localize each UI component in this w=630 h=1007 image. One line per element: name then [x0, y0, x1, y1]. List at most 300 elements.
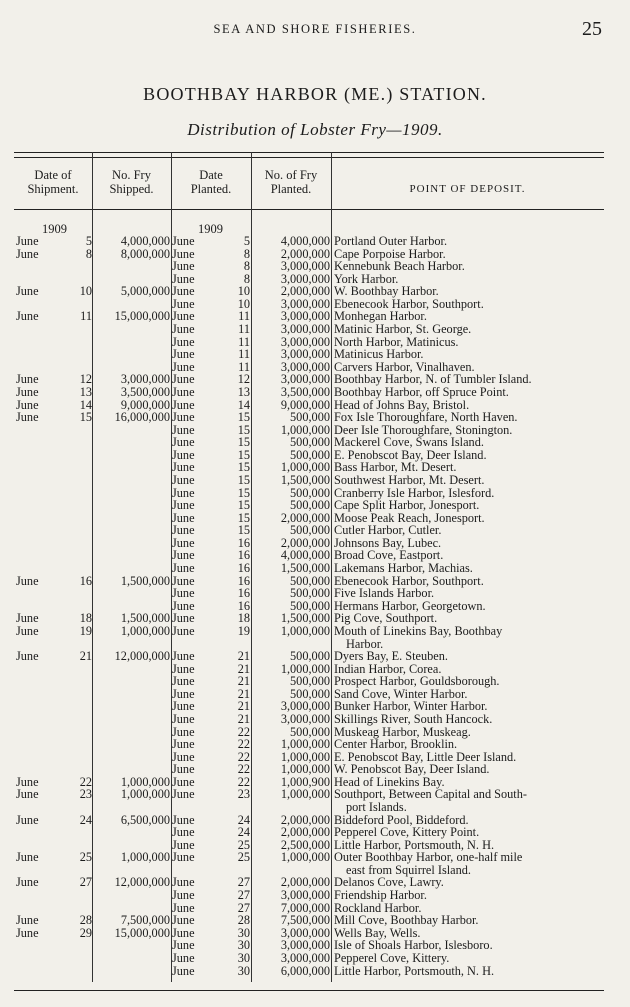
table-row — [0, 474, 630, 487]
shipment-day: 22 — [79, 774, 92, 789]
planted-month: June — [172, 850, 195, 865]
fry-planted: 7,500,000 — [280, 913, 330, 928]
table-row — [0, 524, 630, 537]
shipment-month: June — [16, 850, 39, 865]
table-subtitle: Distribution of Lobster Fry—1909. — [187, 120, 443, 139]
point-of-deposit: Matinicus Harbor. — [334, 347, 424, 362]
shipment-month: June — [16, 774, 39, 789]
shipment-day: 8 — [85, 246, 92, 261]
table-row — [0, 952, 630, 965]
planted-month: June — [172, 938, 195, 953]
column-header-line: Planted. — [270, 182, 312, 196]
planted-month: June — [172, 925, 195, 940]
planted-day: 27 — [237, 900, 250, 915]
fry-planted: 500,000 — [290, 674, 330, 689]
planted-day: 21 — [237, 699, 250, 714]
fry-planted: 3,000,000 — [280, 359, 330, 374]
fry-shipped: 6,500,000 — [120, 812, 170, 827]
shipment-day: 24 — [79, 812, 92, 827]
shipment-month: June — [16, 649, 39, 664]
point-of-deposit: Kennebunk Beach Harbor. — [334, 259, 465, 274]
fry-planted: 500,000 — [290, 649, 330, 664]
column-header-line: Date of — [34, 168, 72, 182]
table-row — [0, 889, 630, 902]
planted-day: 24 — [237, 825, 250, 840]
column-header-line: Shipment. — [27, 182, 79, 196]
fry-planted: 3,500,000 — [280, 384, 330, 399]
column-header-date-planted — [171, 168, 251, 196]
shipment-month: June — [16, 787, 39, 802]
table-row — [0, 675, 630, 688]
table-row — [0, 348, 630, 361]
point-of-deposit: port Islands. — [346, 800, 407, 815]
table-row — [0, 650, 630, 663]
point-of-deposit: Prospect Harbor, Gouldsborough. — [334, 674, 500, 689]
planted-month: June — [172, 913, 195, 928]
planted-day: 8 — [243, 246, 250, 261]
shipment-day: 5 — [85, 234, 92, 248]
distribution-table-body — [0, 235, 630, 977]
point-of-deposit: Mouth of Linekins Bay, Boothbay — [334, 623, 503, 638]
fry-planted: 2,500,000 — [280, 837, 330, 852]
fry-shipped: 1,500,000 — [120, 573, 170, 588]
planted-day: 30 — [237, 950, 250, 965]
point-of-deposit: Little Harbor, Portsmouth, N. H. — [334, 963, 495, 978]
fry-planted: 4,000,000 — [280, 548, 330, 563]
planted-day: 16 — [237, 561, 250, 576]
point-of-deposit: Dyers Bay, E. Steuben. — [334, 649, 448, 664]
fry-planted: 1,000,000 — [280, 460, 330, 475]
point-of-deposit: Muskeag Harbor, Muskeag. — [334, 724, 471, 739]
running-head: SEA AND SHORE FISHERIES. — [213, 22, 417, 36]
point-of-deposit: E. Penobscot Bay, Little Deer Island. — [334, 749, 517, 764]
fry-shipped: 8,000,000 — [120, 246, 170, 261]
planted-day: 28 — [237, 913, 250, 928]
point-of-deposit: east from Squirrel Island. — [346, 862, 471, 877]
planted-day: 30 — [237, 925, 250, 940]
fry-planted: 3,000,000 — [280, 322, 330, 337]
table-row — [0, 965, 630, 978]
table-row — [0, 386, 630, 399]
planted-day: 15 — [237, 523, 250, 538]
table-row — [0, 436, 630, 449]
fry-planted: 1,000,000 — [280, 737, 330, 752]
shipment-month: June — [16, 397, 39, 412]
planted-month: June — [172, 271, 195, 286]
column-header-line: Date — [199, 168, 223, 182]
planted-month: June — [172, 548, 195, 563]
planted-day: 16 — [237, 548, 250, 563]
fry-planted: 1,000,000 — [280, 749, 330, 764]
planted-month: June — [172, 611, 195, 626]
column-header-point-of-deposit: POINT OF DEPOSIT. — [409, 183, 526, 195]
column-header-line: No. Fry — [112, 168, 151, 182]
planted-day: 30 — [237, 938, 250, 953]
column-header-fry-planted — [251, 168, 331, 196]
point-of-deposit: Hermans Harbor, Georgetown. — [334, 598, 486, 613]
point-of-deposit: Sand Cove, Winter Harbor. — [334, 686, 468, 701]
point-of-deposit: Outer Boothbay Harbor, one-half mile — [334, 850, 523, 865]
shipment-month: June — [16, 925, 39, 940]
shipment-day: 21 — [79, 649, 92, 664]
planted-day: 18 — [237, 611, 250, 626]
point-of-deposit: Broad Cove, Eastport. — [334, 548, 444, 563]
table-row — [0, 235, 630, 248]
fry-planted: 1,000,900 — [280, 774, 330, 789]
planted-day: 30 — [237, 963, 250, 978]
point-of-deposit: Bunker Harbor, Winter Harbor. — [334, 699, 488, 714]
fry-shipped: 1,000,000 — [120, 623, 170, 638]
point-of-deposit: Boothbay Harbor, N. of Tumbler Island. — [334, 372, 532, 387]
point-of-deposit: Moose Peak Reach, Jonesport. — [334, 510, 485, 525]
planted-month: June — [172, 737, 195, 752]
fry-planted: 500,000 — [290, 724, 330, 739]
shipment-day: 15 — [79, 410, 92, 425]
point-of-deposit: Ebenecook Harbor, Southport. — [334, 573, 484, 588]
shipment-month: June — [16, 309, 39, 324]
shipment-day: 27 — [79, 875, 92, 890]
fry-shipped: 12,000,000 — [114, 649, 170, 664]
planted-day: 16 — [237, 535, 250, 550]
point-of-deposit: Bass Harbor, Mt. Desert. — [334, 460, 457, 475]
planted-month: June — [172, 598, 195, 613]
fry-shipped: 7,500,000 — [120, 913, 170, 928]
planted-day: 5 — [243, 234, 250, 248]
planted-month: June — [172, 749, 195, 764]
fry-shipped: 1,000,000 — [120, 774, 170, 789]
shipment-month: June — [16, 384, 39, 399]
shipment-day: 13 — [79, 384, 92, 399]
shipment-month: June — [16, 913, 39, 928]
planted-month: June — [172, 410, 195, 425]
point-of-deposit: Rockland Harbor. — [334, 900, 422, 915]
planted-month: June — [172, 246, 195, 261]
shipment-month: June — [16, 284, 39, 299]
planted-day: 22 — [237, 724, 250, 739]
planted-month: June — [172, 674, 195, 689]
planted-day: 15 — [237, 510, 250, 525]
fry-planted: 1,000,000 — [280, 787, 330, 802]
planted-day: 22 — [237, 762, 250, 777]
planted-day: 10 — [237, 284, 250, 299]
planted-month: June — [172, 259, 195, 274]
shipment-day: 29 — [79, 925, 92, 940]
fry-planted: 500,000 — [290, 598, 330, 613]
planted-day: 15 — [237, 435, 250, 450]
shipment-month: June — [16, 410, 39, 425]
point-of-deposit: E. Penobscot Bay, Deer Island. — [334, 447, 487, 462]
fry-shipped: 4,000,000 — [120, 234, 170, 248]
shipment-month: June — [16, 611, 39, 626]
planted-day: 25 — [237, 850, 250, 865]
planted-day: 15 — [237, 472, 250, 487]
planted-month: June — [172, 284, 195, 299]
point-of-deposit: Harbor. — [346, 636, 384, 651]
planted-month: June — [172, 472, 195, 487]
fry-planted: 2,000,000 — [280, 246, 330, 261]
table-row — [0, 411, 630, 424]
page-number: 25 — [582, 18, 602, 40]
planted-day: 16 — [237, 598, 250, 613]
fry-shipped: 15,000,000 — [114, 925, 170, 940]
table-row — [0, 738, 630, 751]
point-of-deposit: Southwest Harbor, Mt. Desert. — [334, 472, 485, 487]
table-row — [0, 285, 630, 298]
planted-day: 15 — [237, 460, 250, 475]
fry-shipped: 16,000,000 — [114, 410, 170, 425]
fry-planted: 7,000,000 — [280, 900, 330, 915]
fry-planted: 4,000,000 — [280, 234, 330, 248]
planted-month: June — [172, 623, 195, 638]
fry-shipped: 3,000,000 — [120, 372, 170, 387]
planted-month: June — [172, 397, 195, 412]
table-row — [0, 788, 630, 801]
planted-day: 24 — [237, 812, 250, 827]
planted-month: June — [172, 347, 195, 362]
column-header-line: No. of Fry — [264, 168, 318, 182]
planted-month: June — [172, 837, 195, 852]
planted-month: June — [172, 447, 195, 462]
table-row — [0, 587, 630, 600]
fry-planted: 3,000,000 — [280, 938, 330, 953]
fry-planted: 9,000,000 — [280, 397, 330, 412]
planted-month: June — [172, 573, 195, 588]
planted-month: June — [172, 384, 195, 399]
point-of-deposit: Skillings River, South Hancock. — [334, 711, 493, 726]
shipment-month: June — [16, 246, 39, 261]
planted-day: 11 — [238, 334, 250, 349]
planted-day: 21 — [237, 661, 250, 676]
planted-month: June — [172, 649, 195, 664]
planted-day: 14 — [237, 397, 250, 412]
point-of-deposit: Wells Bay, Wells. — [334, 925, 421, 940]
point-of-deposit: Little Harbor, Portsmouth, N. H. — [334, 837, 495, 852]
planted-month: June — [172, 686, 195, 701]
planted-month: June — [172, 699, 195, 714]
planted-month: June — [172, 510, 195, 525]
fry-planted: 500,000 — [290, 498, 330, 513]
point-of-deposit: W. Penobscot Bay, Deer Island. — [334, 762, 490, 777]
planted-day: 22 — [237, 737, 250, 752]
planted-day: 19 — [237, 623, 250, 638]
planted-month: June — [172, 334, 195, 349]
station-title: BOOTHBAY HARBOR (ME.) STATION. — [143, 84, 487, 104]
planted-month: June — [172, 724, 195, 739]
fry-shipped: 9,000,000 — [120, 397, 170, 412]
fry-planted: 500,000 — [290, 447, 330, 462]
planted-month: June — [172, 435, 195, 450]
planted-day: 10 — [237, 296, 250, 311]
planted-month: June — [172, 234, 195, 248]
shipment-day: 28 — [79, 913, 92, 928]
table-bottom-rule — [14, 990, 604, 991]
point-of-deposit: Mill Cove, Boothbay Harbor. — [334, 913, 479, 928]
point-of-deposit: W. Boothbay Harbor. — [334, 284, 439, 299]
planted-month: June — [172, 900, 195, 915]
fry-shipped: 15,000,000 — [114, 309, 170, 324]
planted-day: 21 — [237, 674, 250, 689]
point-of-deposit: Portland Outer Harbor. — [334, 234, 448, 248]
fry-planted: 1,000,000 — [280, 422, 330, 437]
fry-planted: 2,000,000 — [280, 812, 330, 827]
column-header-line: Planted. — [190, 182, 232, 196]
fry-planted: 3,000,000 — [280, 711, 330, 726]
table-row — [0, 801, 630, 814]
shipment-month: June — [16, 875, 39, 890]
planted-month: June — [172, 762, 195, 777]
planted-month: June — [172, 787, 195, 802]
planted-day: 25 — [237, 837, 250, 852]
planted-month: June — [172, 372, 195, 387]
planted-month: June — [172, 963, 195, 978]
fry-shipped: 1,000,000 — [120, 850, 170, 865]
point-of-deposit: Pepperel Cove, Kittery Point. — [334, 825, 480, 840]
planted-day: 23 — [237, 787, 250, 802]
fry-planted: 2,000,000 — [280, 535, 330, 550]
shipment-day: 16 — [79, 573, 92, 588]
fry-planted: 500,000 — [290, 573, 330, 588]
planted-day: 16 — [237, 573, 250, 588]
fry-planted: 3,000,000 — [280, 271, 330, 286]
planted-month: June — [172, 498, 195, 513]
point-of-deposit: Lakemans Harbor, Machias. — [334, 561, 473, 576]
planted-day: 11 — [238, 309, 250, 324]
planted-day: 27 — [237, 875, 250, 890]
shipment-day: 18 — [79, 611, 92, 626]
point-of-deposit: Monhegan Harbor. — [334, 309, 427, 324]
fry-shipped: 5,000,000 — [120, 284, 170, 299]
fry-planted: 3,000,000 — [280, 372, 330, 387]
shipment-day: 25 — [79, 850, 92, 865]
fry-planted: 500,000 — [290, 686, 330, 701]
fry-planted: 2,000,000 — [280, 284, 330, 299]
point-of-deposit: Matinic Harbor, St. George. — [334, 322, 472, 337]
planted-day: 15 — [237, 410, 250, 425]
fry-planted: 2,000,000 — [280, 875, 330, 890]
point-of-deposit: York Harbor. — [334, 271, 399, 286]
point-of-deposit: North Harbor, Matinicus. — [334, 334, 459, 349]
shipment-day: 10 — [79, 284, 92, 299]
planted-month: June — [172, 875, 195, 890]
fry-planted: 6,000,000 — [280, 963, 330, 978]
shipment-month: June — [16, 623, 39, 638]
fry-planted: 3,000,000 — [280, 925, 330, 940]
planted-month: June — [172, 812, 195, 827]
planted-day: 13 — [237, 384, 250, 399]
planted-month: June — [172, 774, 195, 789]
table-top-rule — [14, 152, 604, 158]
planted-month: June — [172, 523, 195, 538]
planted-month: June — [172, 460, 195, 475]
planted-month: June — [172, 359, 195, 374]
point-of-deposit: Five Islands Harbor. — [334, 586, 435, 601]
fry-planted: 3,000,000 — [280, 699, 330, 714]
point-of-deposit: Pig Cove, Southport. — [334, 611, 438, 626]
table-row — [0, 260, 630, 273]
planted-month: June — [172, 422, 195, 437]
fry-planted: 3,000,000 — [280, 347, 330, 362]
fry-planted: 1,000,000 — [280, 762, 330, 777]
planted-day: 15 — [237, 498, 250, 513]
fry-planted: 500,000 — [290, 523, 330, 538]
shipment-day: 23 — [79, 787, 92, 802]
planted-month: June — [172, 711, 195, 726]
table-row — [0, 323, 630, 336]
planted-day: 15 — [237, 485, 250, 500]
point-of-deposit: Head of Johns Bay, Bristol. — [334, 397, 470, 412]
planted-day: 16 — [237, 586, 250, 601]
planted-day: 11 — [238, 359, 250, 374]
fry-planted: 1,000,000 — [280, 623, 330, 638]
point-of-deposit: Biddeford Pool, Biddeford. — [334, 812, 469, 827]
planted-month: June — [172, 296, 195, 311]
point-of-deposit: Cutler Harbor, Cutler. — [334, 523, 442, 538]
planted-month: June — [172, 586, 195, 601]
column-header-line: Shipped. — [109, 182, 154, 196]
planted-day: 21 — [237, 711, 250, 726]
fry-planted: 3,000,000 — [280, 309, 330, 324]
year-shipment: 1909 — [42, 222, 67, 236]
fry-planted: 3,000,000 — [280, 950, 330, 965]
point-of-deposit: Mackerel Cove, Swans Island. — [334, 435, 484, 450]
planted-month: June — [172, 950, 195, 965]
point-of-deposit: Ebenecook Harbor, Southport. — [334, 296, 484, 311]
fry-planted: 500,000 — [290, 586, 330, 601]
point-of-deposit: Southport, Between Capital and South- — [334, 787, 527, 802]
table-row — [0, 625, 630, 638]
point-of-deposit: Boothbay Harbor, off Spruce Point. — [334, 384, 509, 399]
fry-planted: 1,000,000 — [280, 850, 330, 865]
planted-day: 11 — [238, 322, 250, 337]
point-of-deposit: Friendship Harbor. — [334, 888, 427, 903]
fry-planted: 500,000 — [290, 485, 330, 500]
planted-day: 15 — [237, 447, 250, 462]
shipment-month: June — [16, 372, 39, 387]
point-of-deposit: Deer Isle Thoroughfare, Stonington. — [334, 422, 513, 437]
fry-planted: 1,500,000 — [280, 561, 330, 576]
planted-month: June — [172, 561, 195, 576]
fry-planted: 500,000 — [290, 410, 330, 425]
shipment-day: 11 — [80, 309, 92, 324]
fry-shipped: 3,500,000 — [120, 384, 170, 399]
point-of-deposit: Pepperel Cove, Kittery. — [334, 950, 450, 965]
header-bottom-rule — [14, 209, 604, 210]
point-of-deposit: Head of Linekins Bay. — [334, 774, 445, 789]
planted-day: 21 — [237, 649, 250, 664]
table-row — [0, 914, 630, 927]
point-of-deposit: Cape Split Harbor, Jonesport. — [334, 498, 480, 513]
point-of-deposit: Isle of Shoals Harbor, Islesboro. — [334, 938, 493, 953]
fry-planted: 500,000 — [290, 435, 330, 450]
point-of-deposit: Delanos Cove, Lawry. — [334, 875, 444, 890]
point-of-deposit: Fox Isle Thoroughfare, North Haven. — [334, 410, 518, 425]
point-of-deposit: Cranberry Isle Harbor, Islesford. — [334, 485, 495, 500]
fry-planted: 1,500,000 — [280, 472, 330, 487]
table-row — [0, 562, 630, 575]
planted-day: 27 — [237, 888, 250, 903]
column-header-date-shipment — [14, 168, 92, 196]
table-row — [0, 713, 630, 726]
shipment-day: 14 — [79, 397, 92, 412]
planted-day: 22 — [237, 749, 250, 764]
shipment-month: June — [16, 573, 39, 588]
table-row — [0, 826, 630, 839]
planted-day: 22 — [237, 774, 250, 789]
planted-day: 8 — [243, 259, 250, 274]
planted-day: 8 — [243, 271, 250, 286]
planted-month: June — [172, 825, 195, 840]
fry-planted: 3,000,000 — [280, 334, 330, 349]
